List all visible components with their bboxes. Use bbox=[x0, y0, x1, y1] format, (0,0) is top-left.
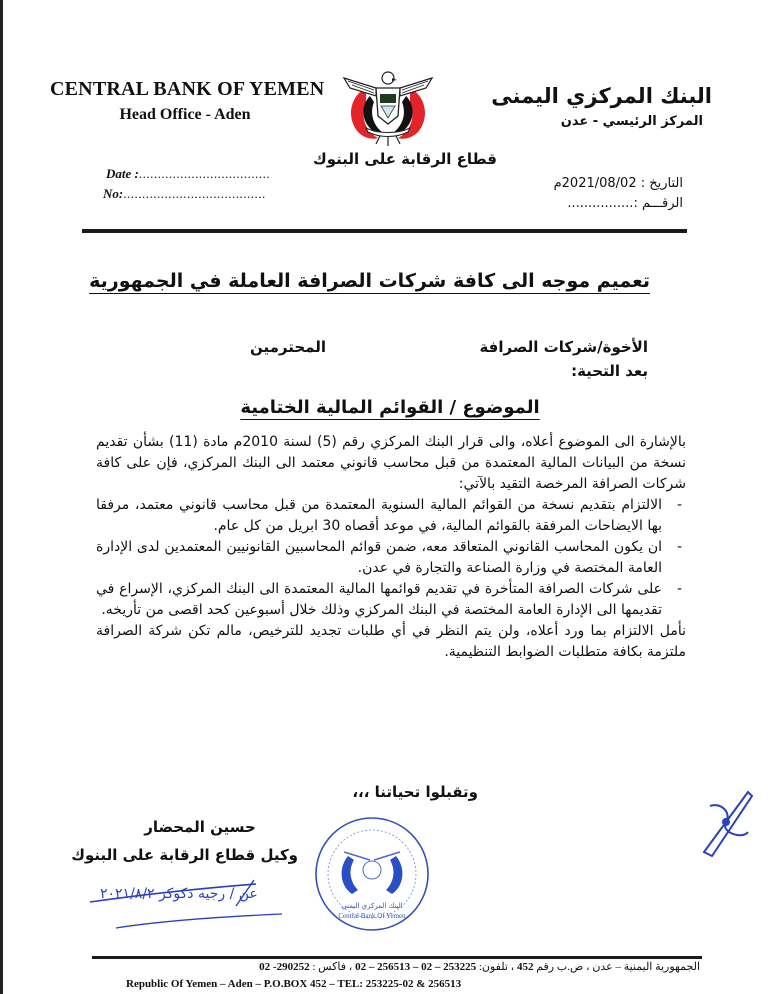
closing-line: وتقبلوا تحياتنا ،،، bbox=[352, 783, 478, 801]
requirement-item: - الالتزام بتقديم نسخة من القوائم المالية السنوية المعتمدة من قبل محاسب قانوني معتمد، مرفقا بها الايضاحات المرفقة بالقوائم المالية، في موعد أقصاه 30 ابريل من كل عام. bbox=[96, 495, 686, 537]
official-stamp-icon bbox=[312, 814, 432, 934]
stamp-wings bbox=[344, 852, 400, 860]
date-label-en: Date : bbox=[106, 166, 139, 181]
bank-name-en: CENTRAL BANK OF YEMEN bbox=[50, 78, 325, 100]
scan-edge bbox=[0, 0, 3, 994]
stamp-shield bbox=[363, 861, 381, 879]
number-label-en: No: bbox=[103, 186, 124, 201]
circular-title: تعميم موجه الى كافة شركات الصرافة العاملة في الجمهورية bbox=[89, 270, 650, 292]
office-name-en: Head Office - Aden bbox=[119, 106, 251, 123]
header-divider bbox=[82, 229, 687, 233]
stamp-ar-text: البنك المركزي اليمني bbox=[341, 902, 403, 910]
bank-name-ar: البنك المركزي اليمنى bbox=[491, 84, 712, 108]
sector-name: قطاع الرقابة على البنوك bbox=[313, 150, 497, 168]
handwritten-signature-icon bbox=[86, 872, 312, 952]
side-initials-icon bbox=[690, 782, 760, 862]
requirement-item: - ان يكون المحاسب القانوني المتعاقد معه، ضمن قوائم المحاسبين القانونيين المعتمدين لدى الإدارة العامة المختصة في وزارة الصناعة والتجارة في عدن. bbox=[96, 537, 686, 579]
stamp-ribbon-left bbox=[342, 856, 358, 894]
footer-po-box: 452 bbox=[516, 961, 534, 973]
signer-name: حسين المحضار bbox=[144, 818, 256, 836]
date-dots-en: ................................... bbox=[138, 166, 271, 181]
number-field-ar bbox=[567, 196, 683, 211]
footer-divider bbox=[92, 956, 702, 959]
signature-underline bbox=[116, 914, 282, 928]
subject-line: الموضوع / القوائم المالية الختامية bbox=[240, 397, 540, 418]
date-value-ar: 2021/08/02م bbox=[553, 176, 637, 191]
intro-paragraph: بالإشارة الى الموضوع أعلاه، والى قرار البنك المركزي رقم (5) لسنة 2010م مادة (11) بشأن تقديم نسخة من البيانات المالية المعتمدة من قبل محاسب قانوني معتمد الى البنك المركزي، فإن على كافة شركات الصرافة المرخصة التقيد بالآتي: bbox=[96, 434, 686, 492]
stamp-ribbon-right bbox=[386, 856, 402, 894]
number-label-ar: الرقـــم : bbox=[633, 196, 683, 211]
conclusion-paragraph: نأمل الالتزام بما ورد أعلاه، ولن يتم النظر في أي طلبات تجديد للترخيص، مالم تكن شركة الصرافة ملتزمة بكافة متطلبات الضوابط التنظيمية. bbox=[96, 623, 686, 660]
initials-dot bbox=[722, 818, 730, 826]
number-dots-en: ...................................... bbox=[123, 186, 266, 201]
office-name-ar: المركز الرئيسي - عدن bbox=[560, 114, 703, 129]
footer-fax-number: 290252- 02 bbox=[259, 961, 310, 973]
footer-address: الجمهورية اليمنية – عدن ، ص.ب رقم bbox=[536, 961, 700, 973]
addressee: الأخوة/شركات الصرافة bbox=[479, 338, 648, 356]
emblem-eagle-head bbox=[382, 72, 394, 84]
date-field-ar bbox=[554, 176, 683, 191]
greeting: بعد التحية: bbox=[571, 362, 648, 380]
signer-role: وكيل قطاع الرقابة على البنوك bbox=[71, 846, 298, 864]
emblem-talons bbox=[376, 136, 400, 146]
yemen-emblem-icon bbox=[336, 66, 440, 148]
footer-tel-numbers: 253225 – 02 – 256513 – 02 bbox=[355, 961, 477, 973]
handwritten-note: عن / رجيه دكوكر ٢٠٢١/٨/٢ bbox=[100, 886, 258, 902]
addressee-honorific: المحترمين bbox=[250, 338, 327, 356]
requirement-item: - على شركات الصرافة المتأخرة في تقديم قوائمها المالية المعتمدة الى البنك المركزي، الإسراع في تقديمها الى الإدارة العامة المختصة في البنك المركزي وذلك خلال أسبوعين كحد اقصى من تأريخه. bbox=[96, 579, 686, 621]
footer-address-ar bbox=[100, 961, 700, 974]
requirements-list bbox=[96, 495, 686, 621]
number-field-en bbox=[103, 186, 266, 202]
stamp-en-text: Central Bank Of Yemen bbox=[338, 912, 406, 920]
number-dots-ar: ................ bbox=[567, 196, 634, 211]
footer-tel-label: ، تلفون: bbox=[478, 961, 515, 973]
letter-body bbox=[96, 432, 686, 663]
date-label-ar: التاريخ : bbox=[640, 176, 683, 191]
emblem-coffee-tree bbox=[380, 94, 396, 103]
footer-address-en: Republic Of Yemen – Aden – P.O.BOX 452 – TEL: 253225-02 & 256513 bbox=[126, 978, 462, 990]
date-field-en bbox=[106, 166, 270, 182]
footer-fax-label: ، فاكس : bbox=[312, 961, 353, 973]
